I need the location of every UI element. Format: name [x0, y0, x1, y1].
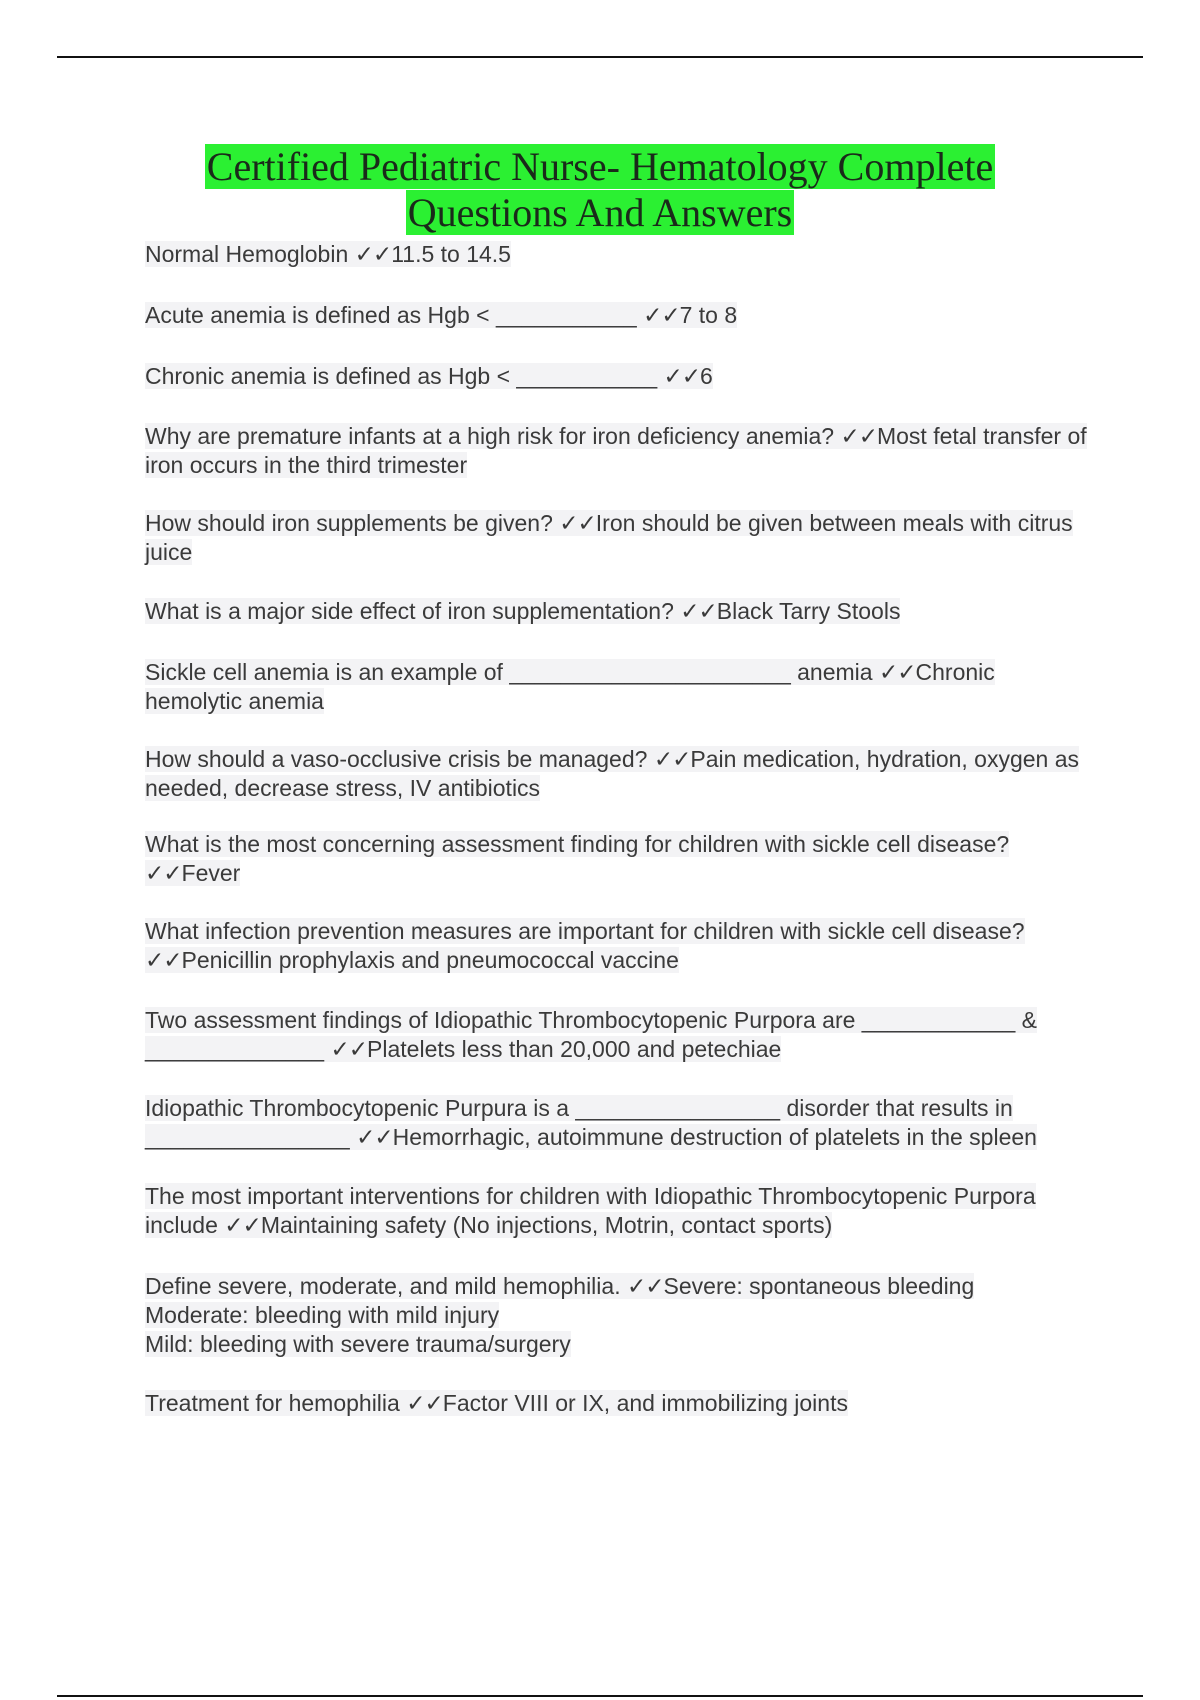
double-check-icon: ✓✓	[145, 860, 182, 886]
qa-item-14	[145, 1272, 1090, 1359]
question-text: What is a major side effect of iron supplementation?	[145, 598, 681, 624]
qa-item-8	[145, 745, 1090, 803]
question-text: Two assessment findings of Idiopathic Thrombocytopenic Purpora are ____________ & ______________	[145, 1007, 1038, 1062]
double-check-icon: ✓✓	[406, 1390, 443, 1416]
qa-item-13	[145, 1182, 1090, 1240]
title-line-2: Questions And Answers	[407, 190, 793, 235]
qa-item-5	[145, 509, 1090, 567]
qa-item-4	[145, 422, 1090, 480]
double-check-icon: ✓✓	[626, 1273, 664, 1299]
question-text: Normal Hemoglobin	[145, 241, 355, 267]
double-check-icon: ✓✓	[840, 423, 877, 449]
double-check-icon: ✓✓	[663, 363, 701, 389]
answer-text: Penicillin prophylaxis and pneumococcal vaccine	[181, 947, 679, 973]
double-check-icon: ✓✓	[643, 302, 680, 328]
answer-text: Hemorrhagic, autoimmune destruction of platelets in the spleen	[392, 1124, 1037, 1150]
question-text: Acute anemia is defined as Hgb < ___________	[145, 302, 644, 328]
double-check-icon: ✓✓	[680, 598, 717, 624]
top-rule	[57, 56, 1143, 58]
qa-item-12	[145, 1094, 1090, 1152]
question-text: The most important interventions for children with Idiopathic Thrombocytopenic Purpora include	[145, 1183, 1036, 1238]
question-text: What is the most concerning assessment finding for children with sickle cell disease?	[145, 831, 1010, 857]
qa-item-2	[145, 301, 1090, 330]
qa-item-15	[145, 1389, 1090, 1418]
double-check-icon: ✓✓	[356, 1124, 393, 1150]
answer-text-line-2: Moderate: bleeding with mild injury	[145, 1302, 500, 1328]
qa-item-11	[145, 1006, 1090, 1064]
double-check-icon: ✓✓	[224, 1212, 261, 1238]
question-text: What infection prevention measures are important for children with sickle cell disease?	[145, 918, 1025, 944]
qa-item-6	[145, 597, 1090, 626]
answer-text: Black Tarry Stools	[716, 598, 901, 624]
answer-text: Iron should be given between meals with citrus juice	[145, 510, 1073, 565]
answer-text: Pain medication, hydration, oxygen as needed, decrease stress, IV antibiotics	[145, 746, 1080, 801]
bottom-rule	[57, 1695, 1143, 1697]
double-check-icon: ✓✓	[559, 510, 596, 536]
double-check-icon: ✓✓	[878, 659, 916, 685]
title-line-1: Certified Pediatric Nurse- Hematology Complete	[206, 144, 994, 189]
double-check-icon: ✓✓	[145, 947, 182, 973]
question-text: Idiopathic Thrombocytopenic Purpura is a ________________ disorder that results in ________________	[145, 1095, 1013, 1150]
answer-text: Most fetal transfer of iron occurs in the third trimester	[145, 423, 1087, 478]
question-text: Sickle cell anemia is an example of ______________________ anemia	[145, 659, 879, 685]
question-text: Define severe, moderate, and mild hemophilia.	[145, 1273, 627, 1299]
qa-item-1	[145, 240, 1090, 269]
qa-item-3	[145, 362, 1090, 391]
document-title	[0, 144, 1200, 236]
qa-item-9	[145, 830, 1090, 888]
answer-text: Severe: spontaneous bleeding	[663, 1273, 975, 1299]
answer-text: 7 to 8	[679, 302, 738, 328]
double-check-icon: ✓✓	[330, 1036, 368, 1062]
question-text: Treatment for hemophilia	[145, 1390, 407, 1416]
question-text: Chronic anemia is defined as Hgb < ___________	[145, 363, 664, 389]
answer-text: Factor VIII or IX, and immobilizing joints	[442, 1390, 848, 1416]
question-text: How should iron supplements be given?	[145, 510, 560, 536]
answer-text: Fever	[181, 860, 241, 886]
answer-text: 6	[700, 363, 713, 389]
double-check-icon: ✓✓	[653, 746, 691, 772]
qa-item-10	[145, 917, 1090, 975]
question-text: Why are premature infants at a high risk for iron deficiency anemia?	[145, 423, 841, 449]
answer-text: Platelets less than 20,000 and petechiae	[367, 1036, 782, 1062]
answer-text: Chronic hemolytic anemia	[145, 659, 995, 714]
answer-text: Maintaining safety (No injections, Motrin, contact sports)	[260, 1212, 833, 1238]
answer-text: 11.5 to 14.5	[391, 241, 511, 267]
answer-text-line-3: Mild: bleeding with severe trauma/surgery	[145, 1331, 571, 1357]
question-text: How should a vaso-occlusive crisis be managed?	[145, 746, 654, 772]
qa-item-7	[145, 658, 1090, 716]
double-check-icon: ✓✓	[354, 241, 392, 267]
